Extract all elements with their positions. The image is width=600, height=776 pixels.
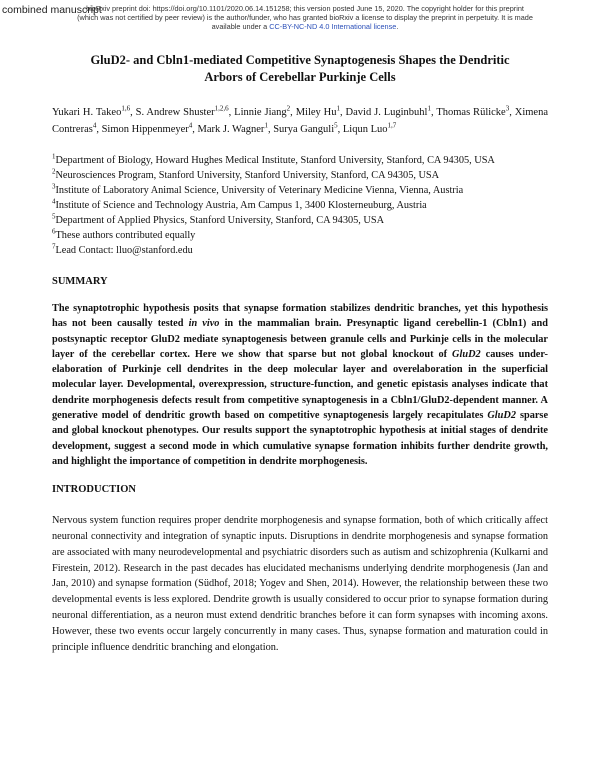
preprint-banner [0, 2, 600, 32]
affiliation-text: These authors contributed equally [55, 230, 196, 241]
affiliation-text: Neurosciences Program, Stanford University, Stanford University, Stanford, CA 94305, USA [55, 170, 440, 181]
author-affiliation-sup: 1,7 [387, 121, 397, 130]
author-affiliation-sup: 5 [334, 121, 338, 130]
author-name: Linnie Jiang [234, 107, 287, 118]
affiliation [52, 168, 548, 183]
affiliation-sup: 1 [52, 152, 56, 161]
author-name: Ximena Contreras [52, 107, 549, 135]
author-name: Yukari H. Takeo [52, 107, 122, 118]
author-name: Simon Hippenmeyer [101, 124, 189, 135]
affiliation [52, 153, 548, 168]
affiliation-sup: 3 [52, 182, 56, 191]
title-line: Arbors of Cerebellar Purkinje Cells [204, 70, 396, 84]
author-affiliation-sup: 1,6 [121, 104, 131, 113]
affiliation [52, 198, 548, 213]
notice-line: bioRxiv preprint doi: https://doi.org/10.1101/2020.06.14.151258; this version posted June 15, 2020. The copyright holder for this preprint [86, 4, 524, 13]
paper-title [52, 52, 548, 86]
introduction-text: Nervous system function requires proper dendrite morphogenesis and synapse formation, both of which critically affect neuronal connectivity and integration of synaptic inputs. Disruptions in dendrite morphogenesis and synapse formation are associated with many neurodevelopmental and psychiatric disorders such as autism and schizophrenia (Kulkarni and Firestein, 2012). Research in the past decades has elucidated mechanisms underlying dendrite morphogenesis (Jan and Jan, 2010) and synapse formation (Südhof, 2018; Yogev and Shen, 2014). However, the relationship between these two developmental events is less explored. Dendrite growth is usually considered to occur prior to synapse formation during neuronal differentiation, as a neuron must extend dendritic branches before it can form synapses with incoming axons. However, these two events occur largely concurrently in many cases. Thus, synapse formation and maturation could in principle influence dendritic branching and elongation. [52, 515, 548, 653]
author-affiliation-sup: 1 [336, 104, 341, 113]
author-affiliation-sup: 4 [188, 121, 193, 130]
summary-heading: SUMMARY [52, 276, 108, 287]
affiliation [52, 183, 548, 198]
affiliation [52, 243, 548, 258]
author-affiliation-sup: 2 [286, 104, 291, 113]
affiliation-text: Institute of Laboratory Animal Science, University of Veterinary Medicine Vienna, Vienna, Austria [55, 185, 464, 196]
affiliation-sup: 2 [52, 167, 56, 176]
author-name: Thomas Rülicke [436, 107, 506, 118]
notice-line: available under a CC-BY-NC-ND 4.0 International license. [211, 22, 399, 31]
affiliation-text: Lead Contact: lluo@stanford.edu [55, 245, 193, 256]
author-affiliation-sup: 1 [264, 121, 268, 130]
affiliation-text: Institute of Science and Technology Austria, Am Campus 1, 3400 Klosterneuburg, Austria [55, 200, 427, 211]
affiliation [52, 228, 548, 243]
author-name: Surya Ganguli [273, 124, 335, 135]
author-affiliation-sup: 4 [92, 121, 97, 130]
introduction-heading: INTRODUCTION [52, 484, 137, 496]
author-name: Mark J. Wagner [197, 124, 265, 135]
affiliation-sup: 4 [52, 197, 56, 206]
affiliation [52, 213, 548, 228]
paper-page [52, 52, 548, 655]
author-affiliation-sup: 3 [505, 104, 510, 113]
title-line: GluD2- and Cbln1-mediated Competitive Synaptogenesis Shapes the Dendritic [90, 53, 510, 67]
biorxiv-notice [70, 4, 540, 31]
summary-text: The synaptotrophic hypothesis posits that synapse formation stabilizes dendritic branches, yet this hypothesis has not been causally tested in vivo in the mammalian brain. Presynaptic ligand cerebellin-1 (Cbln1) and postsynaptic receptor GluD2 mediate synaptogenesis between granule cells and Purkinje cells in the molecular layer of the cerebellar cortex. Here we show that sparse but not global knockout of GluD2 causes under-elaboration of Purkinje cell dendrites in the deep molecular layer and overelaboration in the superficial molecular layer. Developmental, overexpression, structure-function, and genetic epistasis analyses indicate that dendrite morphogenesis defects result from competitive synaptogenesis in a Cbln1/GluD2-dependent manner. A generative model of dendritic growth based on competitive synaptogenesis largely recapitulates GluD2 sparse and global knockout phenotypes. Our results support the synaptotrophic hypothesis at initial stages of dendrite development, suggest a second mode in which cumulative synapse formation inhibits further dendrite growth, and highlight the importance of competition in dendrite morphogenesis. [52, 303, 549, 467]
affiliation-sup: 5 [52, 212, 56, 221]
affiliation-sup: 6 [52, 227, 56, 236]
affiliation-text: Department of Applied Physics, Stanford University, Stanford, CA 94305, USA [55, 215, 385, 226]
author-affiliation-sup: 1 [427, 104, 431, 113]
combined-manuscript-tag: combined manuscript [2, 4, 102, 16]
affiliation-sup: 7 [52, 242, 56, 251]
notice-line: (which was not certified by peer review) is the author/funder, who has granted bioRxiv a license to display the preprint in perpetuity. It is made [77, 13, 533, 22]
affiliation-list [52, 153, 548, 258]
author-list: Yukari H. Takeo$^{1,6}$, S. Andrew Shuster$^{1,2,6}$, Linnie Jiang$^2$, Miley Hu$^1$, David J. Luginbuhl$^1$, Thomas Rülicke$^3$, Ximena Contreras$^4$, Simon Hippenmeyer$^4$, Mark J. Wagner$^1$, Surya Ganguli$^5$, Liqun Luo$^{1,7}$ [52, 104, 549, 135]
affiliation-text: Department of Biology, Howard Hughes Medical Institute, Stanford University, Stanford, CA 94305, USA [55, 155, 495, 166]
license-link[interactable]: CC-BY-NC-ND 4.0 International license [269, 22, 397, 31]
author-name: S. Andrew Shuster [135, 107, 215, 118]
author-name: Miley Hu [295, 107, 337, 118]
author-name: David J. Luginbuhl [345, 107, 428, 118]
author-affiliation-sup: 1,2,6 [214, 104, 229, 113]
author-name: Liqun Luo [342, 124, 388, 135]
